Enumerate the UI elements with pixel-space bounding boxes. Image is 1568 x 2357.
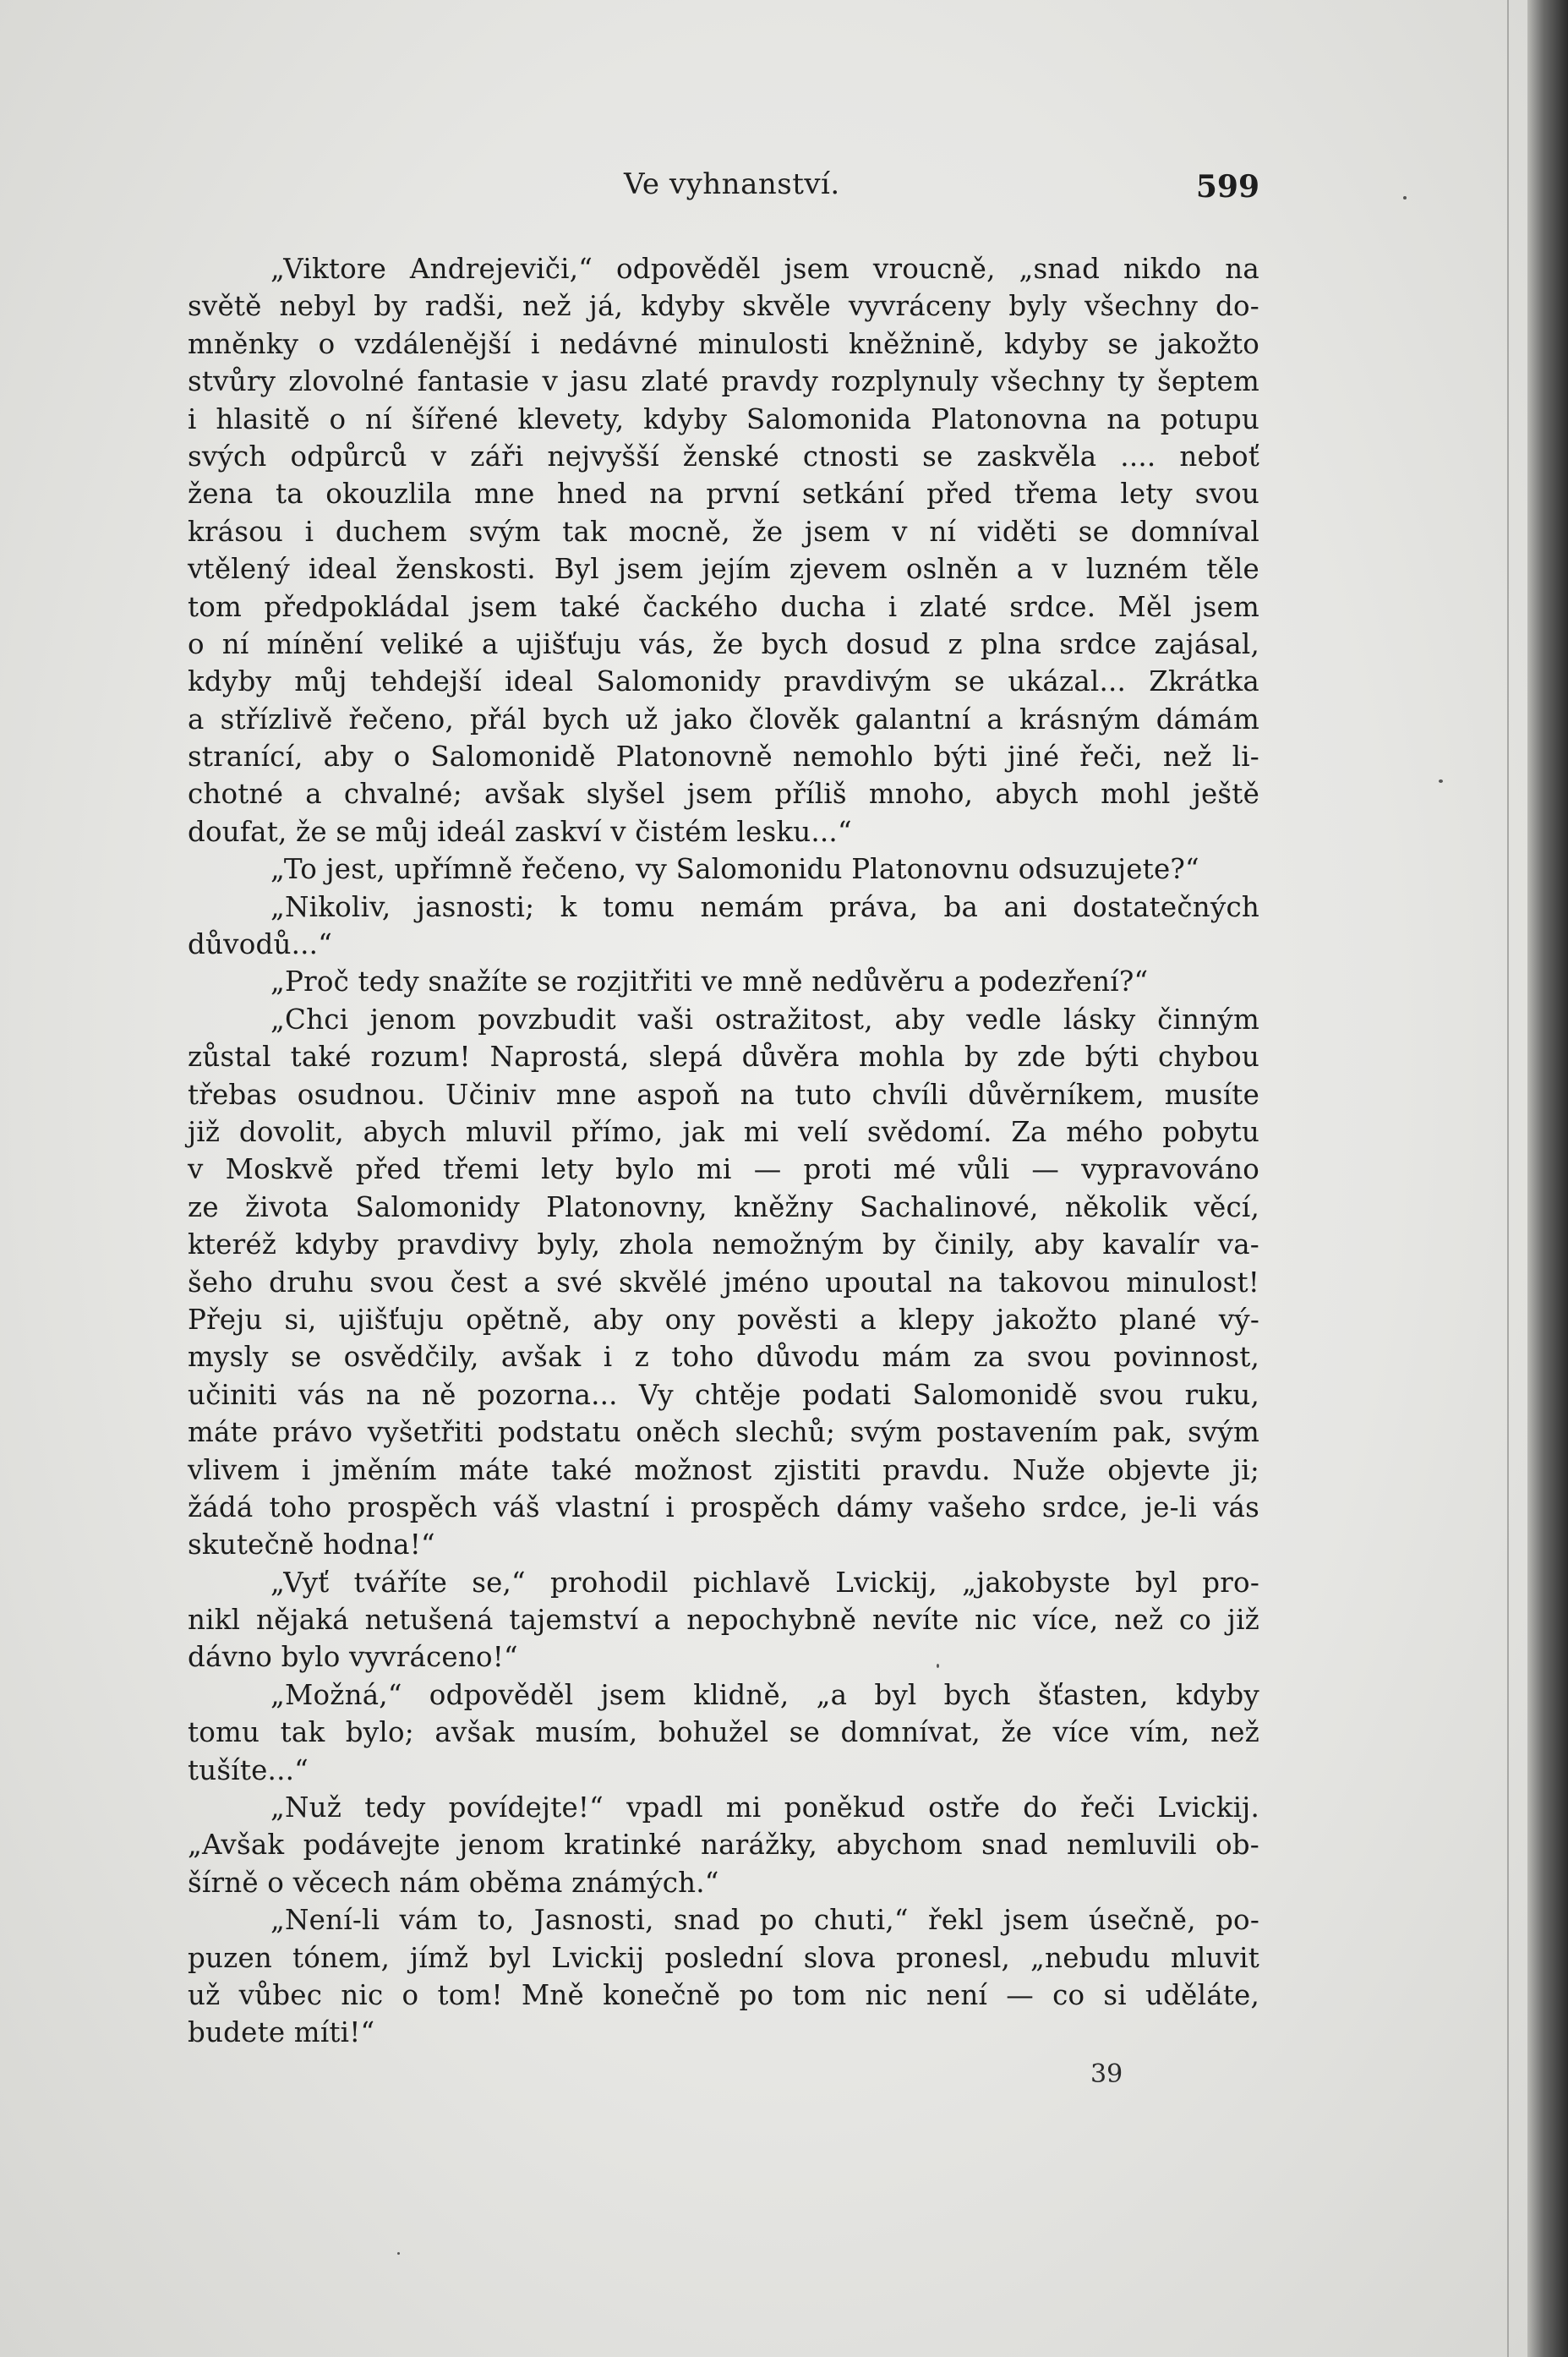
- text-line: a střízlivě řečeno, přál bych už jako člověk galantní a krásným dámám: [188, 703, 1259, 736]
- text-line: mysly se osvědčily, avšak i z toho důvodu mám za svou povinnost,: [188, 1341, 1259, 1374]
- text-line: stvůry zlovolné fantasie v jasu zlaté pravdy rozplynuly všechny ty šeptem: [188, 365, 1259, 398]
- text-line: ze života Salomonidy Platonovny, kněžny Sachalinové, několik věcí,: [188, 1190, 1259, 1223]
- text-line: „Proč tedy snažíte se rozjitřiti ve mně nedůvěru a podezření?“: [270, 965, 1149, 998]
- body-text: [188, 250, 1259, 2052]
- text-line: i hlasitě o ní šířené klevety, kdyby Salomonida Platonovna na potupu: [188, 402, 1259, 435]
- speck: [397, 2252, 400, 2255]
- text-line: tom předpokládal jsem také čackého ducha i zlaté srdce. Měl jsem: [188, 590, 1259, 623]
- text-line: „Možná,“ odpověděl jsem klidně, „a byl bych šťasten, kdyby: [270, 1678, 1259, 1711]
- text-line: třebas osudnou. Učiniv mne aspoň na tuto chvíli důvěrníkem, musíte: [188, 1078, 1259, 1111]
- text-line: puzen tónem, jímž byl Lvickij poslední slova pronesl, „nebudu mluvit: [188, 1941, 1259, 1974]
- text-line: „Nuž tedy povídejte!“ vpadl mi poněkud ostře do řeči Lvickij.: [270, 1791, 1259, 1824]
- text-line: zůstal také rozum! Naprostá, slepá důvěra mohla by zde býti chybou: [188, 1041, 1259, 1074]
- text-line: už vůbec nic o tom! Mně konečně po tom nic není — co si uděláte,: [188, 1978, 1259, 2011]
- text-line: šírně o věcech nám oběma známých.“: [188, 1866, 719, 1899]
- page-edge-shadow: [1527, 0, 1568, 2357]
- printer-signature: 39: [1090, 2059, 1123, 2089]
- text-line: kdyby můj tehdejší ideal Salomonidy pravdivým se ukázal... Zkrátka: [188, 665, 1259, 698]
- running-title: Ve vyhnanství.: [624, 167, 840, 201]
- text-line: „Vyť tváříte se,“ prohodil pichlavě Lvickij, „jakobyste byl pro-: [270, 1566, 1259, 1599]
- text-line: krásou i duchem svým tak mocně, že jsem v ní viděti se domníval: [188, 515, 1259, 548]
- text-line: vtělený ideal ženskosti. Byl jsem jejím zjevem oslněn a v luzném těle: [188, 553, 1259, 586]
- page-number: 599: [1195, 169, 1259, 205]
- text-line: tušíte...“: [188, 1753, 309, 1786]
- text-line: světě nebyl by radši, než já, kdyby skvěle vyvráceny byly všechny do-: [188, 290, 1259, 323]
- text-line: „To jest, upřímně řečeno, vy Salomonidu Platonovnu odsuzujete?“: [270, 853, 1199, 886]
- text-line: budete míti!“: [188, 2016, 375, 2049]
- text-line: již dovolit, abych mluvil přímo, jak mi velí svědomí. Za mého pobytu: [188, 1115, 1259, 1148]
- text-line: o ní mínění veliké a ujišťuju vás, že bych dosud z plna srdce zajásal,: [188, 627, 1259, 660]
- text-line: nikl nějaká netušená tajemství a nepochybně nevíte nic více, než co již: [188, 1604, 1259, 1637]
- text-line: „Avšak podávejte jenom kratinké narážky, abychom snad nemluvili ob-: [188, 1829, 1259, 1862]
- text-line: žádá toho prospěch váš vlastní i prospěch dámy vašeho srdce, je-li vás: [188, 1490, 1259, 1523]
- text-line: doufat, že se můj ideál zaskví v čistém lesku...“: [188, 815, 852, 848]
- text-line: vlivem i jměním máte také možnost zjistiti pravdu. Nuže objevte ji;: [188, 1453, 1259, 1486]
- text-line: mněnky o vzdálenější i nedávné minulosti kněžnině, kdyby se jakožto: [188, 327, 1259, 360]
- text-line: tomu tak bylo; avšak musím, bohužel se domnívat, že více vím, než: [188, 1716, 1259, 1749]
- text-line: „Nikoliv, jasnosti; k tomu nemám práva, ba ani dostatečných: [270, 890, 1259, 923]
- running-header: [188, 167, 1259, 210]
- gutter-line: [1507, 0, 1509, 2357]
- text-line: svých odpůrců v záři nejvyšší ženské ctnosti se zaskvěla .... neboť: [188, 440, 1259, 473]
- text-line: důvodů...“: [188, 928, 333, 961]
- text-line: žena ta okouzlila mne hned na první setkání před třema lety svou: [188, 478, 1259, 511]
- text-line: „Není-li vám to, Jasnosti, snad po chuti,“ řekl jsem úsečně, po-: [270, 1904, 1259, 1937]
- text-line: skutečně hodna!“: [188, 1528, 435, 1561]
- text-line: chotné a chvalné; avšak slyšel jsem příliš mnoho, abych mohl ještě: [188, 778, 1259, 811]
- speck: [1439, 779, 1443, 783]
- text-line: šeho druhu svou čest a své skvělé jméno upoutal na takovou minulost!: [188, 1266, 1259, 1299]
- text-line: dávno bylo vyvráceno!“: [188, 1641, 518, 1674]
- text-line: Přeju si, ujišťuju opětně, aby ony pověsti a klepy jakožto plané vý-: [188, 1303, 1259, 1336]
- text-line: „Chci jenom povzbudit vaši ostražitost, aby vedle lásky činným: [270, 1003, 1259, 1036]
- text-line: kteréž kdyby pravdivy byly, zhola nemožným by činily, aby kavalír va-: [188, 1228, 1259, 1261]
- text-line: učiniti vás na ně pozorna... Vy chtěje podati Salomonidě svou ruku,: [188, 1378, 1259, 1411]
- text-line: v Moskvě před třemi lety bylo mi — proti mé vůli — vypravováno: [188, 1153, 1259, 1186]
- speck: [1403, 196, 1407, 200]
- text-line: stranící, aby o Salomonidě Platonovně nemohlo býti jiné řeči, než li-: [188, 741, 1259, 774]
- text-line: máte právo vyšetřiti podstatu oněch slechů; svým postavením pak, svým: [188, 1416, 1259, 1449]
- text-line: „Viktore Andrejeviči,“ odpověděl jsem vroucně, „snad nikdo na: [270, 253, 1259, 285]
